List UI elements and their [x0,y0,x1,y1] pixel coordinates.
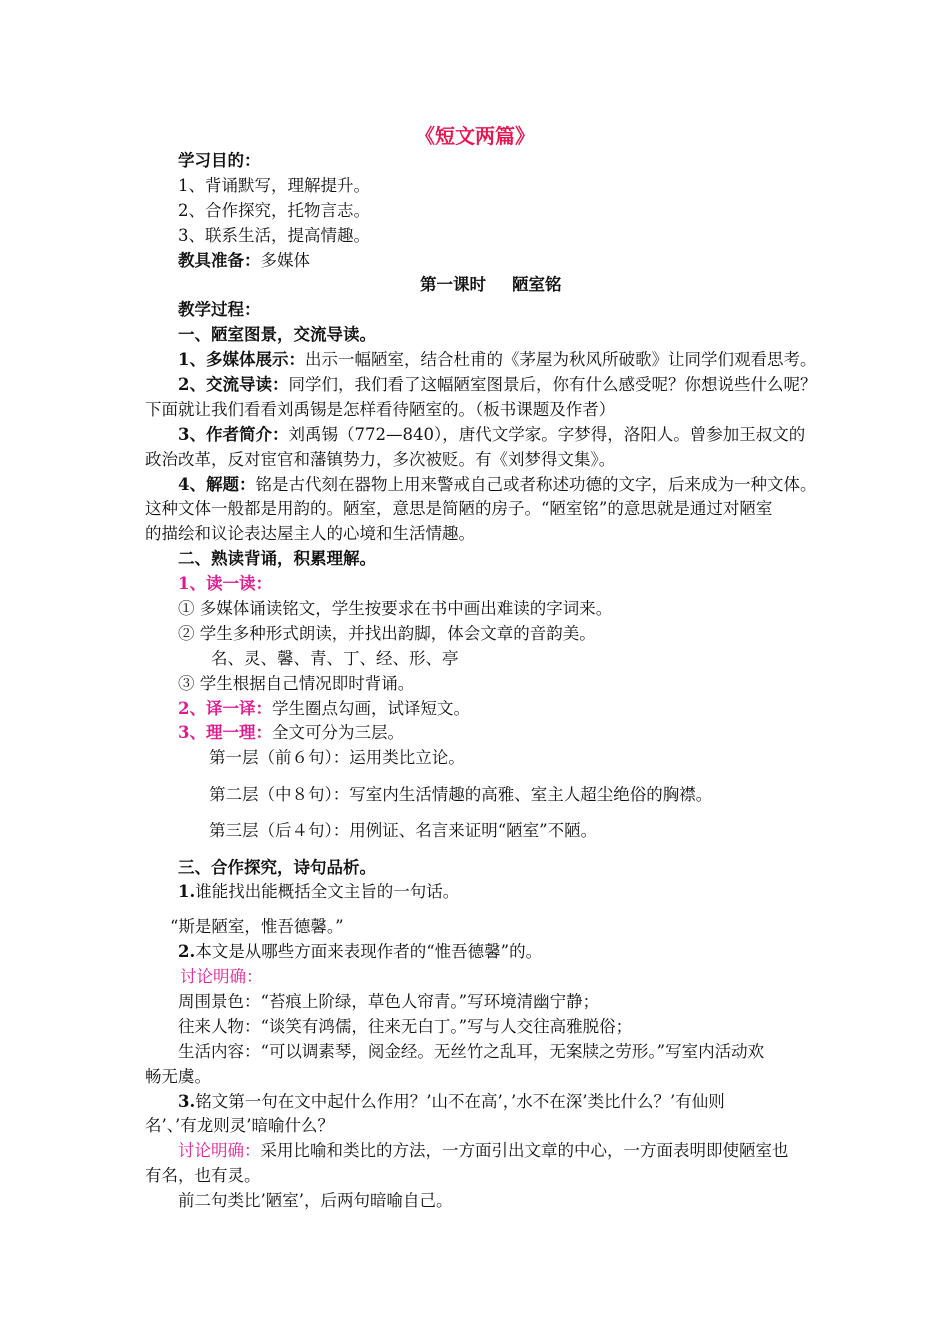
question-number: 2. [178,942,196,962]
question-line [145,940,845,965]
document-title: 《短文两篇》 [415,124,535,148]
process-heading: 教学过程： [178,300,261,320]
objectives-heading: 学习目的： [178,151,261,170]
discuss-continuation: 有名，也有灵。 [145,1166,261,1186]
lesson-title [145,273,845,298]
discuss-answer: 采用比喻和类比的方法，一方面引出文章的中心，一方面表明即使陋室也 [260,1141,789,1161]
document-body [145,149,845,1214]
step-continuation: 下面就让我们看看刘禹锡是怎样看待陋室的。（板书课题及作者） [145,399,616,419]
question-line [145,1090,845,1115]
read-item: ③ 学生根据自己情况即时背诵。 [178,673,415,693]
part1-step [145,373,845,398]
step-label: 1、多媒体展示： [178,350,305,370]
question-text: 铭文第一句在文中起什么作用？’山不在高’，’水不在深’类比什么？’有仙则 [195,1091,725,1111]
discuss-note: 前二句类比’陋室’，后两句暗喻自己。 [178,1191,453,1211]
step-label: 2、交流导读： [178,375,289,395]
discuss-point: 生活内容：“可以调素琴，阅金经。无丝竹之乱耳，无案牍之劳形。”写室内活动欢 [178,1041,765,1061]
part1-step [145,423,845,448]
question-text: 谁能找出能概括全文主旨的一句话。 [195,882,460,902]
question-continuation: 名’、’有龙则灵’暗喻什么？ [145,1116,334,1136]
step-text: 刘禹锡（772—840），唐代文学家。字梦得，洛阳人。曾参加王叔文的 [288,424,806,444]
discuss-label: 讨论明确： [180,967,263,987]
step-label: 3、作者简介： [178,424,289,444]
objective-item: 2、合作探究，托物言志。 [178,200,370,220]
step-continuation: 的描绘和议论表达屋主人的心境和生活情趣。 [145,524,475,544]
step-continuation: 政治改革，反对宦官和藩镇势力，多次被贬。有《刘梦得文集》。 [145,449,616,469]
materials-line [145,249,845,274]
translate-line [145,697,845,722]
step-continuation: 这种文体一般都是用韵的。陋室，意思是简陋的房子。“陋室铭”的意思就是通过对陋室 [145,499,773,519]
part1-step [145,473,845,498]
lesson-name: 陋室铭 [512,275,562,295]
layer-item: 第三层（后４句）：用例证、名言来证明“陋室”不陋。 [209,821,598,841]
step-text: 铭是古代刻在器物上用来警戒自己或者称述功德的文字，后来成为一种文体。 [255,474,817,494]
rhyme-list: 名、灵、馨、青、丁、经、形、亭 [211,648,459,668]
part3-heading: 三、合作探究，诗句品析。 [178,857,376,877]
step-text: 同学们，我们看了这幅陋室图景后，你有什么感受呢？你想说些什么呢？ [288,375,817,395]
structure-label: 3、理一理： [178,723,272,743]
discuss-label: 讨论明确： [178,1141,261,1161]
objective-item: 1、背诵默写，理解提升。 [178,175,370,195]
step-text: 出示一幅陋室，结合杜甫的《茅屋为秋风所破歌》让同学们观看思考。 [304,350,817,370]
translate-text: 学生圈点勾画，试译短文。 [271,698,470,718]
translate-label: 2、译一译： [178,698,272,718]
materials-value: 多媒体 [260,250,310,270]
part2-heading: 二、熟读背诵，积累理解。 [178,549,376,569]
discuss-continuation: 畅无虞。 [145,1066,211,1086]
part1-heading: 一、陋室图景，交流导读。 [178,325,376,345]
layer-item: 第一层（前６句）：运用类比立论。 [209,748,465,768]
question-answer: “斯是陋室，惟吾德馨。” [170,917,344,937]
read-label: 1、读一读： [178,574,272,594]
read-item: ② 学生多种形式朗读，并找出韵脚，体会文章的音韵美。 [178,623,596,643]
structure-text: 全文可分为三层。 [271,723,404,743]
structure-line [145,721,845,746]
discuss-point: 周围景色：“苔痕上阶绿，草色人帘青。”写环境清幽宁静； [178,992,600,1011]
question-line [145,880,845,905]
layer-item: 第二层（中８句）：写室内生活情趣的高雅、室主人超尘绝俗的胸襟。 [209,784,713,804]
read-item: ① 多媒体诵读铭文，学生按要求在书中画出难读的字词来。 [178,599,613,619]
step-label: 4、解题： [178,474,256,494]
part1-step [145,348,845,373]
question-text: 本文是从哪些方面来表现作者的“惟吾德馨”的。 [195,942,543,962]
lesson-period: 第一课时 [420,275,486,295]
materials-label: 教具准备： [178,250,261,270]
objective-item: 3、联系生活，提高情趣。 [178,225,370,245]
discuss-point: 往来人物：“谈笑有鸿儒，往来无白丁。”写与人交往高雅脱俗； [178,1016,633,1036]
question-number: 1. [178,882,196,902]
question-number: 3. [178,1091,196,1111]
discuss-line [145,1139,845,1164]
